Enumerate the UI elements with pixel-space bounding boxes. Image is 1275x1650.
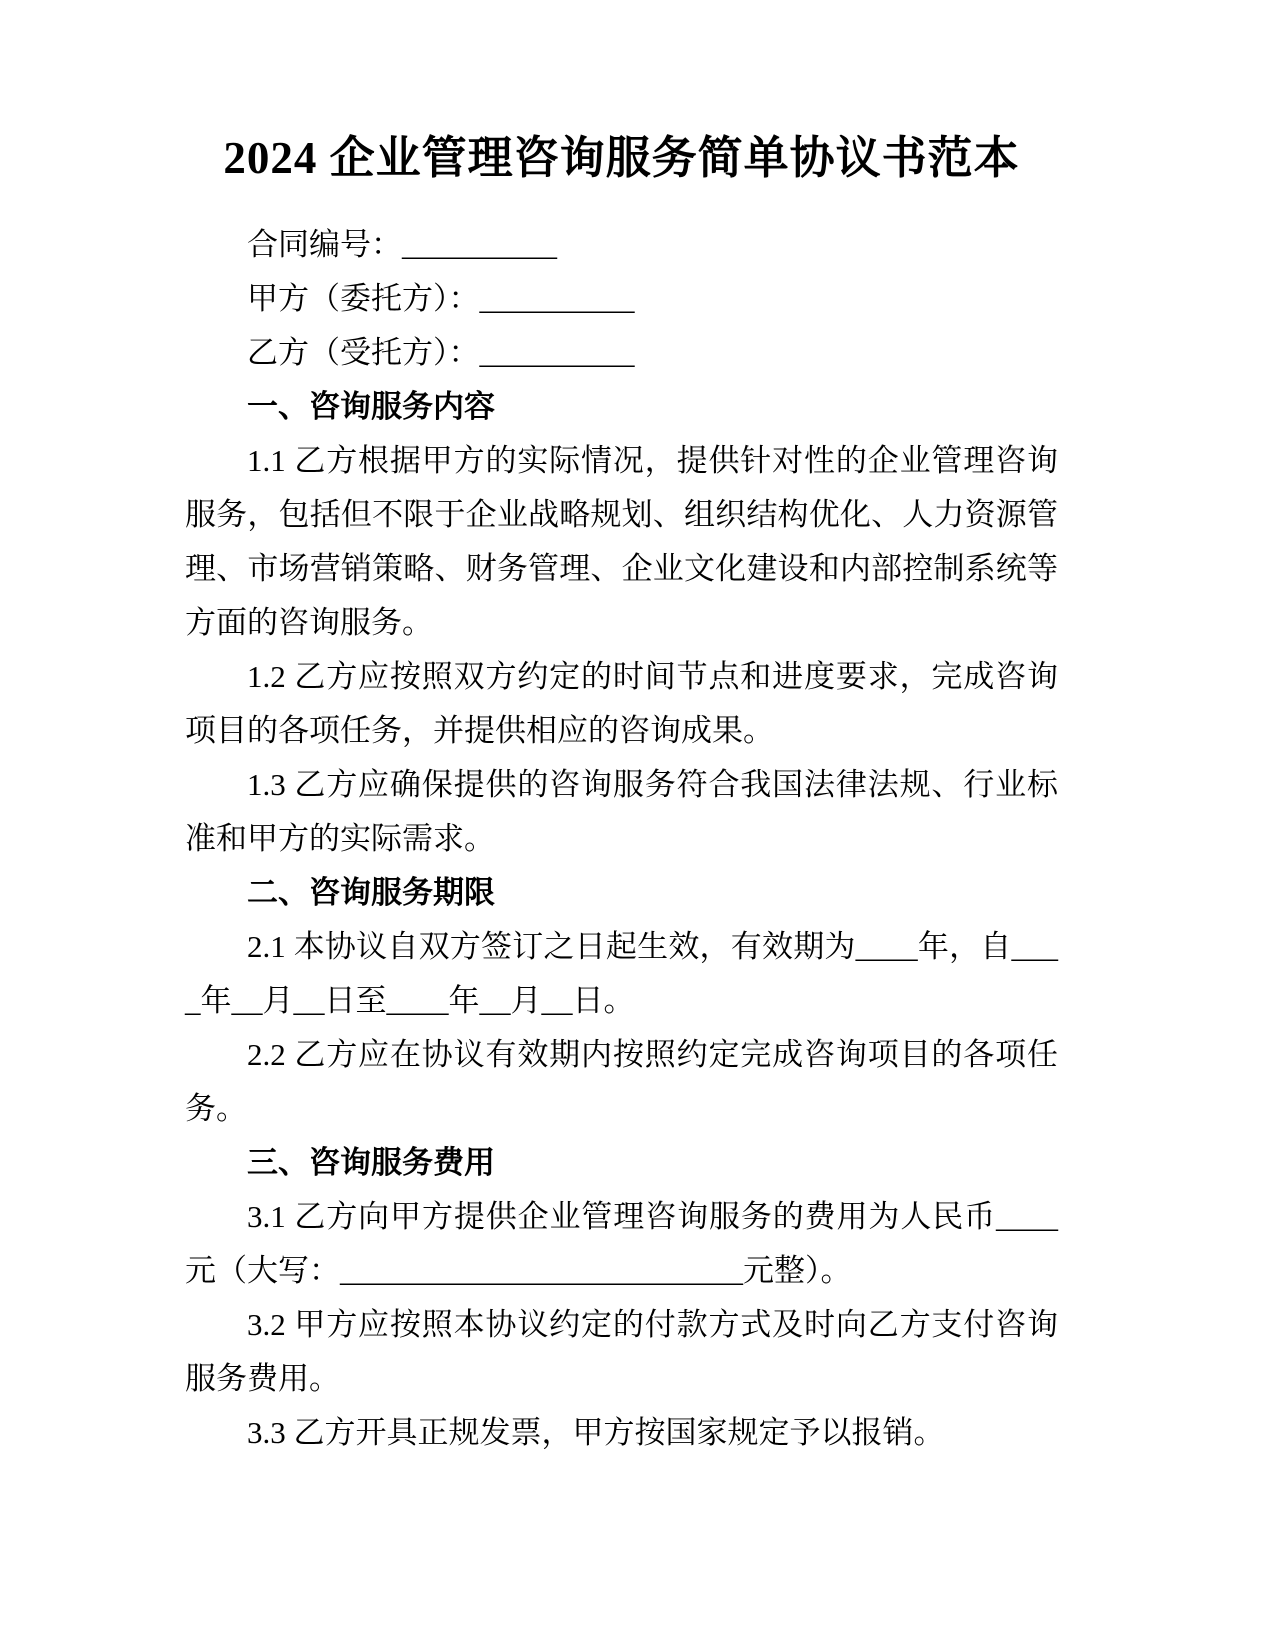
section-3-heading: 三、咨询服务费用 [247, 1145, 495, 1180]
clause-1-3: 1.3 乙方应确保提供的咨询服务符合我国法律法规、行业标准和甲方的实际需求。 [185, 767, 1058, 856]
clause-3-3: 3.3 乙方开具正规发票，甲方按国家规定予以报销。 [247, 1415, 945, 1450]
clause-3-2: 3.2 甲方应按照本协议约定的付款方式及时向乙方支付咨询服务费用。 [185, 1307, 1058, 1396]
party-a-label: 甲方（委托方）： [247, 281, 480, 316]
clause-1-2: 1.2 乙方应按照双方约定的时间节点和进度要求，完成咨询项目的各项任务，并提供相应的咨询成果。 [185, 659, 1058, 748]
header-fields [185, 218, 1058, 380]
party-a-blank: __________ [479, 281, 635, 316]
clause-1-1: 1.1 乙方根据甲方的实际情况，提供针对性的企业管理咨询服务，包括但不限于企业战略规划、组织结构优化、人力资源管理、市场营销策略、财务管理、企业文化建设和内部控制系统等方面的咨询服务。 [185, 443, 1058, 640]
document-title: 2024 企业管理咨询服务简单协议书范本 [223, 133, 1020, 183]
party-b-blank: __________ [479, 335, 635, 370]
section-service-term [185, 866, 1058, 1136]
party-a-line [185, 272, 1058, 326]
section-service-content [185, 380, 1058, 866]
section-2-heading: 二、咨询服务期限 [247, 875, 495, 910]
contract-number-label: 合同编号： [247, 227, 402, 262]
section-service-fee [185, 1136, 1058, 1460]
clause-3-1: 3.1 乙方向甲方提供企业管理咨询服务的费用为人民币____元（大写：__________________________元整）。 [185, 1199, 1058, 1288]
clause-2-1: 2.1 本协议自双方签订之日起生效，有效期为____年，自____年__月__日至____年__月__日。 [185, 929, 1058, 1018]
section-1-heading: 一、咨询服务内容 [247, 389, 495, 424]
party-b-line [185, 326, 1058, 380]
contract-number-blank: __________ [402, 227, 557, 262]
clause-2-2: 2.2 乙方应在协议有效期内按照约定完成咨询项目的各项任务。 [185, 1037, 1058, 1126]
party-b-label: 乙方（受托方）： [247, 335, 480, 370]
document-content [185, 126, 1058, 1460]
contract-number-line [185, 218, 1058, 272]
